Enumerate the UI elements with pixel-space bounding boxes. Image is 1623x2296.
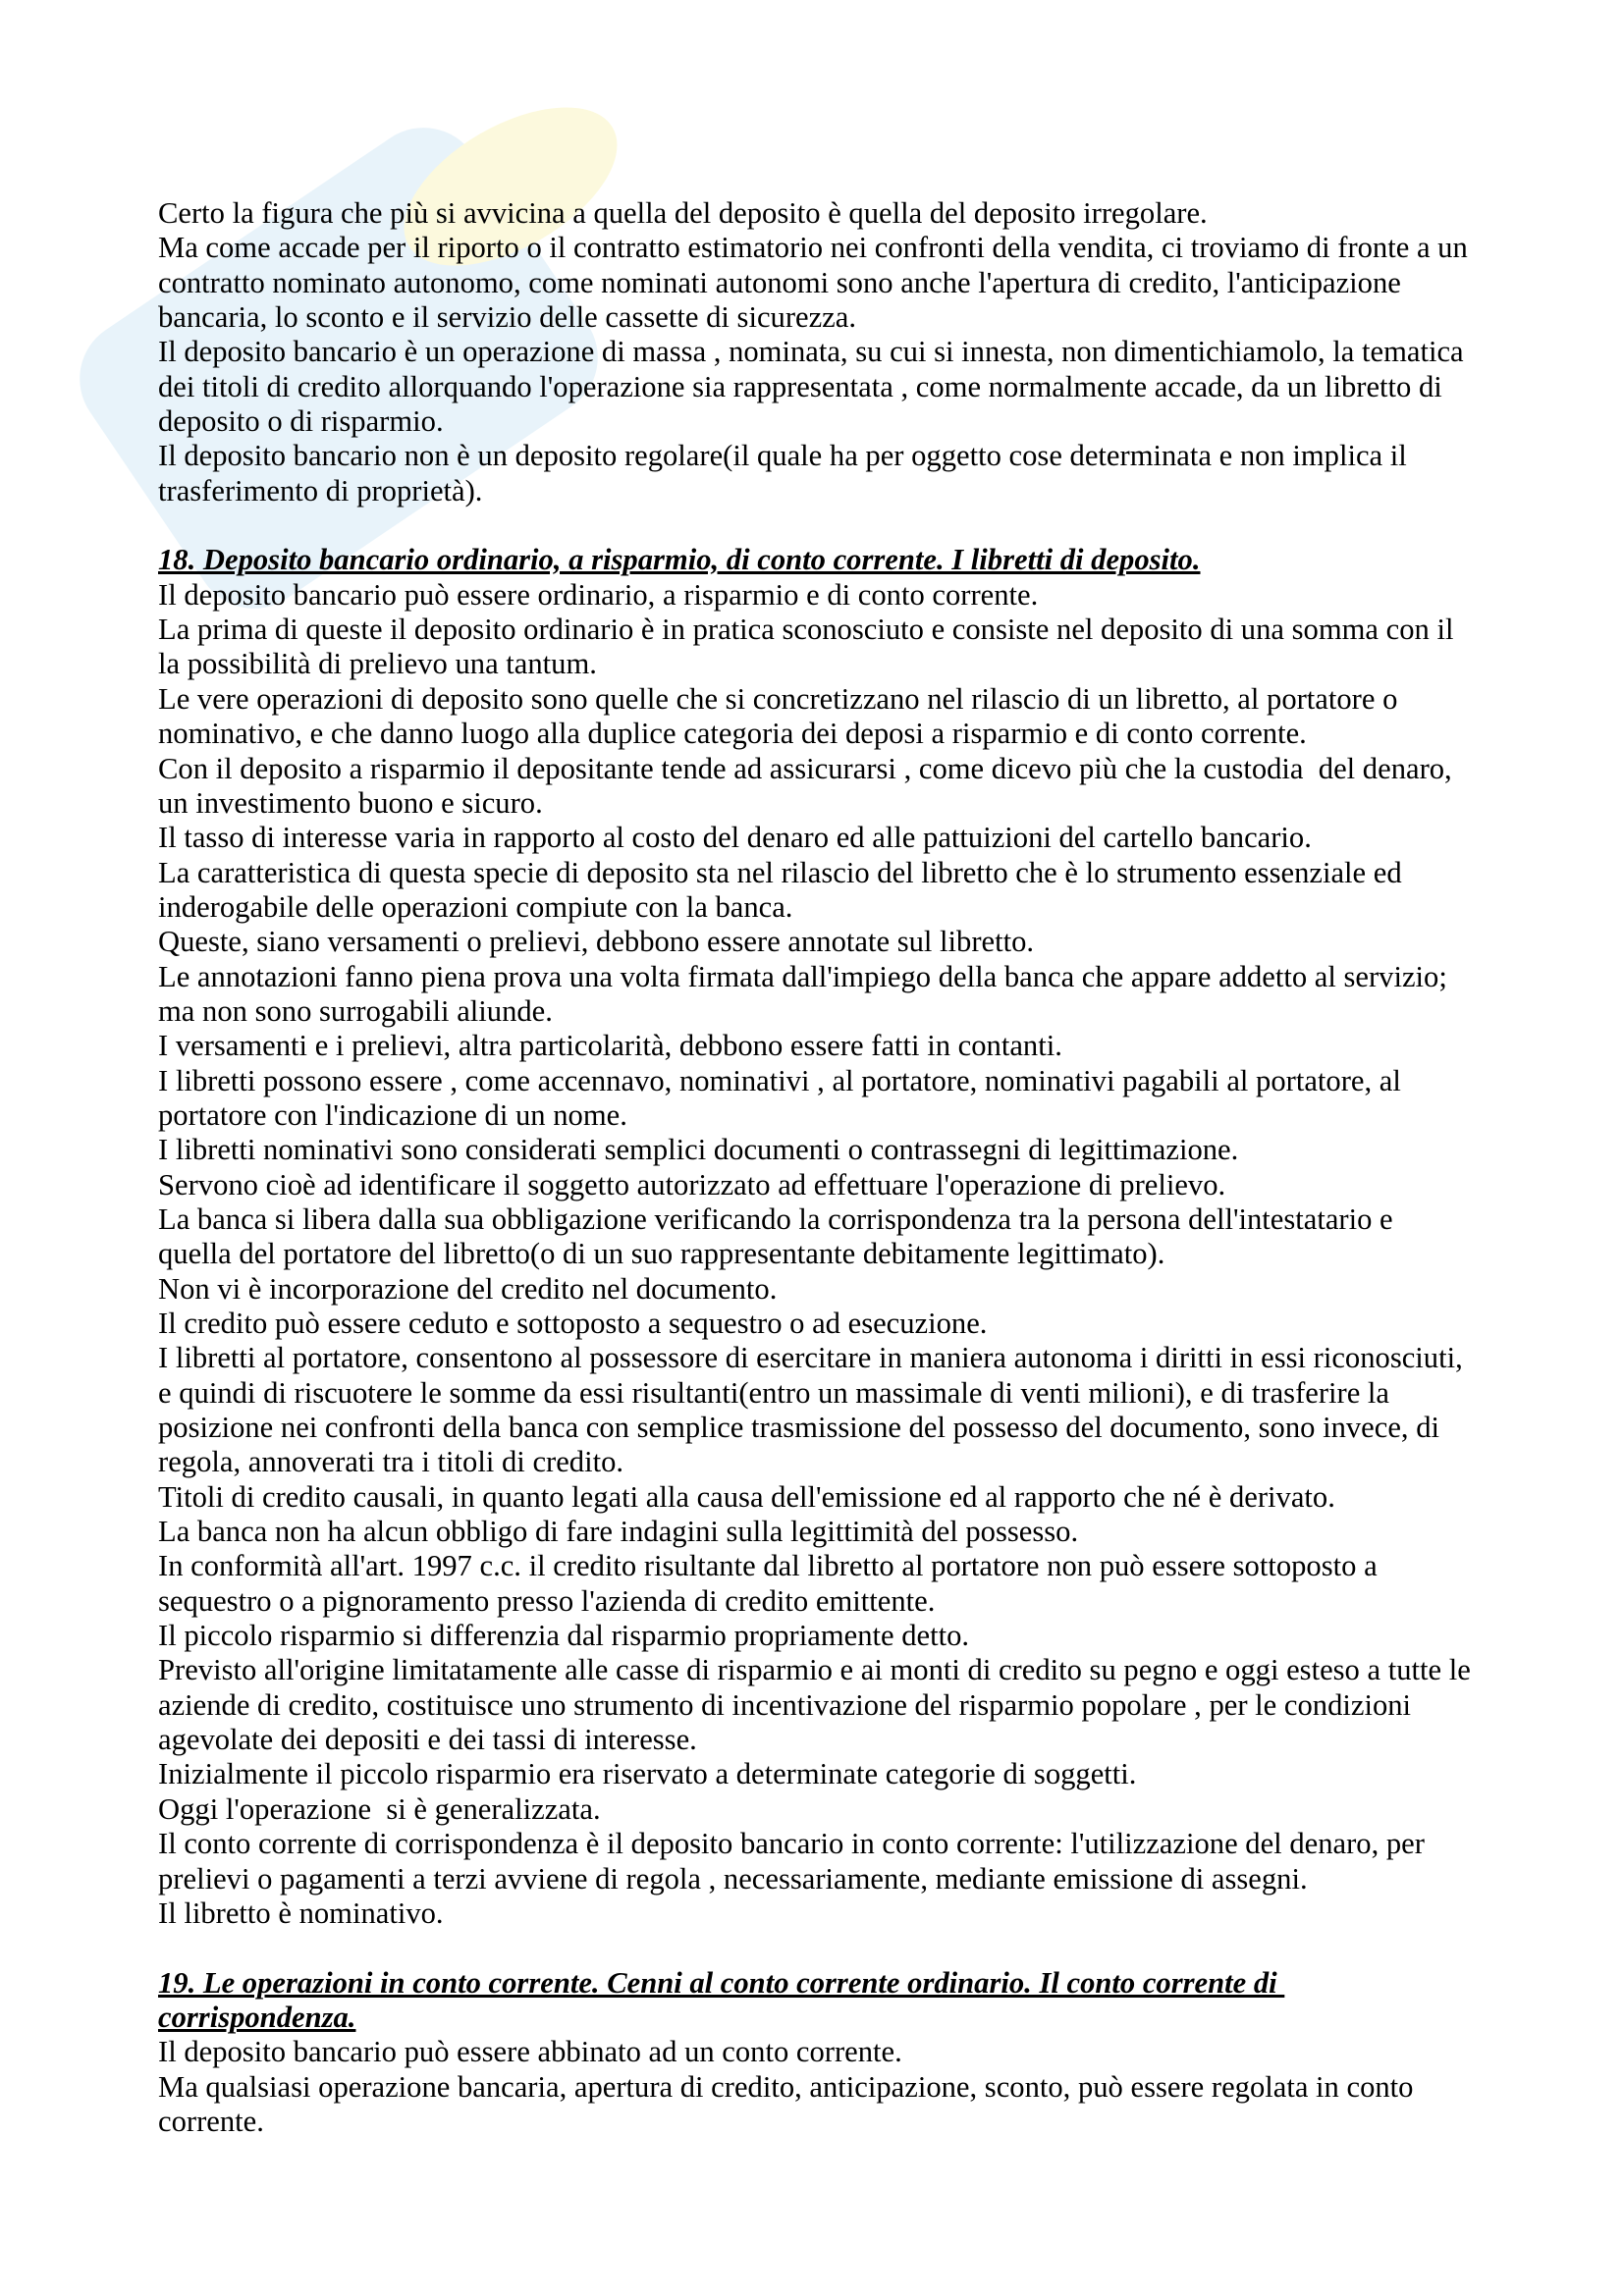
text-line: un investimento buono e sicuro. [158,785,543,820]
text-line: Le annotazioni fanno piena prova una volta firmata dall'impiego della banca che appare addetto al servizio; [158,959,1447,993]
text-line: regola, annoverati tra i titoli di credito. [158,1445,624,1479]
paragraph [158,1827,1572,1896]
text-line: deposito o di risparmio. [158,404,444,439]
text-line: Il deposito bancario può essere abbinato ad un conto corrente. [158,2035,902,2069]
section-heading [158,543,1572,577]
paragraph [158,1064,1572,1134]
text-line: Non vi è incorporazione del credito nel documento. [158,1271,778,1306]
heading-line: 19. Le operazioni in conto corrente. Cenni al conto corrente ordinario. Il conto corrente di [158,1965,1285,2000]
text-line: I libretti possono essere , come accennavo, nominativi , al portatore, nominativi pagabili al portatore, al [158,1063,1401,1097]
text-line: aziende di credito, costituisce uno strumento di incentivazione del risparmio popolare , per le condizioni [158,1687,1412,1722]
text-line: dei titoli di credito allorquando l'operazione sia rappresentata , come normalmente accade, da un libretto di [158,369,1442,403]
text-line: Queste, siano versamenti o prelievi, debbono essere annotate sul libretto. [158,925,1035,959]
text-line: ma non sono surrogabili aliunde. [158,993,553,1028]
text-line: portatore con l'indicazione di un nome. [158,1097,627,1132]
text-line: In conformità all'art. 1997 c.c. il credito risultante dal libretto al portatore non può essere sottoposto a [158,1549,1378,1583]
text-line: Il credito può essere ceduto e sottoposto a sequestro o ad esecuzione. [158,1307,988,1340]
document-body [158,196,1572,2139]
text-line: La prima di queste il deposito ordinario è in pratica sconosciuto e consiste nel deposito di una somma con il [158,613,1454,647]
paragraph [158,1168,1572,1202]
paragraph [158,231,1572,335]
paragraph [158,1341,1572,1479]
paragraph [158,1307,1572,1341]
heading-line: corrispondenza. [158,2000,356,2034]
text-line: Le vere operazioni di deposito sono quelle che si concretizzano nel rilascio di un libretto, al portatore o [158,681,1398,716]
paragraph [158,682,1572,752]
text-line: Ma qualsiasi operazione bancaria, apertura di credito, anticipazione, sconto, può essere regolata in conto [158,2069,1414,2104]
text-line: Il deposito bancario è un operazione di massa , nominata, su cui si innesta, non dimentichiamolo, la tematica [158,335,1464,369]
text-line: Titoli di credito causali, in quanto legati alla causa dell'emissione ed al rapporto che né è derivato. [158,1479,1335,1514]
text-line: La banca si libera dalla sua obbligazione verificando la corrispondenza tra la persona dell'intestatario e [158,1201,1393,1236]
paragraph [158,196,1572,231]
paragraph [158,821,1572,855]
text-line: contratto nominato autonomo, come nominati autonomi sono anche l'apertura di credito, l'anticipazione [158,265,1401,299]
paragraph [158,1549,1572,1619]
text-line: agevolate dei depositi e dei tassi di interesse. [158,1723,697,1757]
section-19 [158,1966,1572,2140]
paragraph [158,1515,1572,1549]
text-line: corrente. [158,2104,264,2138]
text-line: I versamenti e i prelievi, altra particolarità, debbono essere fatti in contanti. [158,1029,1062,1063]
text-line: nominativo, e che danno luogo alla duplice categoria dei deposi a risparmio e di conto corrente. [158,717,1307,751]
paragraph [158,1133,1572,1167]
text-line: La banca non ha alcun obbligo di fare indagini sulla legittimità del possesso. [158,1515,1079,1549]
text-line: Servono cioè ad identificare il soggetto autorizzato ad effettuare l'operazione di prelievo. [158,1167,1226,1201]
paragraph [158,1896,1572,1931]
text-line: Con il deposito a risparmio il depositante tende ad assicurarsi , come dicevo più che la custodia del denaro, [158,751,1452,785]
text-line: la possibilità di prelievo una tantum. [158,647,597,681]
section-18 [158,543,1572,1931]
paragraph [158,925,1572,959]
text-line: Previsto all'origine limitatamente alle casse di risparmio e ai monti di credito su pegno e oggi esteso a tutte le [158,1653,1471,1687]
paragraph [158,1202,1572,1272]
paragraph [158,578,1572,613]
text-line: Il conto corrente di corrispondenza è il deposito bancario in conto corrente: l'utilizzazione del denaro, per [158,1827,1425,1861]
paragraph [158,1619,1572,1653]
text-line: Inizialmente il piccolo risparmio era riservato a determinate categorie di soggetti. [158,1757,1137,1791]
section-heading [158,1966,1572,2036]
text-line: prelievi o pagamenti a terzi avviene di regola , necessariamente, mediante emissione di assegni. [158,1861,1308,1896]
text-line: Il deposito bancario non è un deposito regolare(il quale ha per oggetto cose determinata e non implica il [158,439,1407,473]
heading-line: 18. Deposito bancario ordinario, a risparmio, di conto corrente. I libretti di deposito. [158,543,1201,577]
paragraph [158,752,1572,822]
text-line: Certo la figura che più si avvicina a quella del deposito è quella del deposito irregolare. [158,196,1208,230]
paragraph [158,439,1572,508]
text-line: La caratteristica di questa specie di deposito sta nel rilascio del libretto che è lo strumento essenziale ed [158,855,1402,889]
text-line: Il deposito bancario può essere ordinario, a risparmio e di conto corrente. [158,577,1039,612]
paragraph [158,613,1572,682]
paragraph [158,1029,1572,1063]
text-line: trasferimento di proprietà). [158,473,483,507]
text-line: posizione nei confronti della banca con semplice trasmissione del possesso del documento, sono invece, di [158,1411,1439,1445]
text-line: sequestro o a pignoramento presso l'azienda di credito emittente. [158,1583,936,1618]
text-line: e quindi di riscuotere le somme da essi risultanti(entro un massimale di venti milioni), e di trasferire la [158,1375,1390,1410]
text-line: Il tasso di interesse varia in rapporto al costo del denaro ed alle pattuizioni del cartello bancario. [158,821,1312,855]
paragraph [158,2035,1572,2069]
text-line: I libretti al portatore, consentono al possessore di esercitare in maniera autonoma i diritti in essi riconosciuti, [158,1341,1463,1375]
text-line: Oggi l'operazione si è generalizzata. [158,1791,601,1826]
paragraph [158,960,1572,1030]
paragraph [158,1757,1572,1791]
text-line: bancaria, lo sconto e il servizio delle cassette di sicurezza. [158,300,856,335]
paragraph [158,856,1572,926]
intro-section [158,196,1572,508]
paragraph [158,1653,1572,1757]
text-line: I libretti nominativi sono considerati semplici documenti o contrassegni di legittimazione. [158,1133,1239,1167]
paragraph [158,1272,1572,1307]
text-line: Il piccolo risparmio si differenzia dal risparmio propriamente detto. [158,1619,970,1653]
paragraph [158,2070,1572,2140]
paragraph [158,1792,1572,1827]
text-line: Ma come accade per il riporto o il contratto estimatorio nei confronti della vendita, ci troviamo di fronte a un [158,231,1468,265]
paragraph [158,335,1572,439]
text-line: quella del portatore del libretto(o di un suo rappresentante debitamente legittimato). [158,1237,1165,1271]
text-line: inderogabile delle operazioni compiute con la banca. [158,889,793,924]
paragraph [158,1480,1572,1515]
text-line: Il libretto è nominativo. [158,1896,444,1930]
